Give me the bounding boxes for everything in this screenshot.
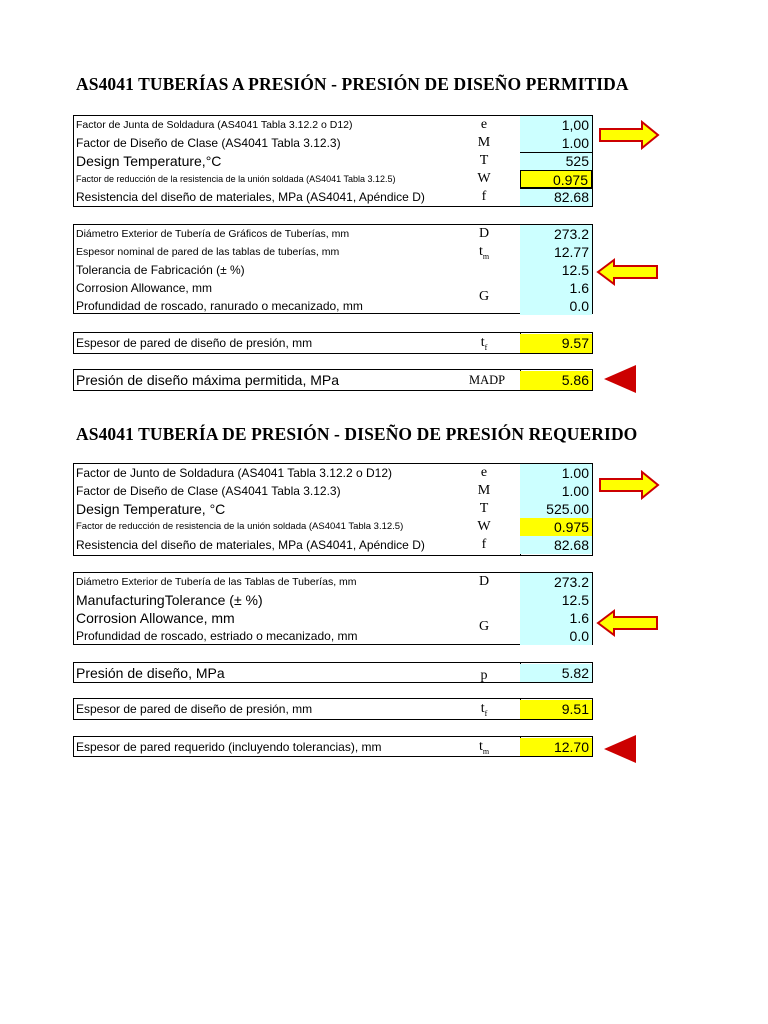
right-arrow-icon bbox=[598, 120, 662, 150]
row-symbol: $t_f$ bbox=[480, 335, 488, 352]
left-triangle-icon bbox=[602, 363, 638, 395]
class-design-factor-value[interactable]: 1.00 bbox=[520, 482, 592, 500]
table-row bbox=[74, 700, 592, 718]
row-label: Diámetro Exterior de Tubería de las Tablas de Tuberías, mm bbox=[76, 576, 357, 588]
table-row bbox=[74, 334, 592, 352]
weld-reduction-factor-value[interactable]: 0.975 bbox=[520, 170, 592, 188]
row-label: Presión de diseño, MPa bbox=[76, 665, 225, 681]
required-thickness-value[interactable]: 12.70 bbox=[520, 738, 592, 756]
table-row bbox=[74, 225, 592, 243]
outside-diameter-value[interactable]: 273.2 bbox=[520, 225, 592, 243]
row-symbol: $t_m$ bbox=[478, 739, 490, 756]
row-label: Resistencia del diseño de materiales, MPa (AS4041, Apéndice D) bbox=[76, 538, 425, 552]
row-label: Factor de Junto de Soldadura (AS4041 Tabla 3.12.2 o D12) bbox=[76, 466, 392, 480]
row-label: Factor de Diseño de Clase (AS4041 Tabla 3.12.3) bbox=[76, 136, 341, 150]
row-symbol: MADP bbox=[469, 373, 506, 387]
row-symbol: G bbox=[478, 289, 490, 304]
section2-pressure-table bbox=[73, 662, 593, 683]
material-strength-value[interactable]: 82.68 bbox=[520, 188, 592, 206]
table-row bbox=[74, 664, 592, 682]
row-label: Factor de Junta de Soldadura (AS4041 Tabla 3.12.2 o D12) bbox=[76, 119, 353, 131]
left-arrow-icon bbox=[596, 609, 660, 637]
section2-title: AS4041 TUBERÍA DE PRESIÓN - DISEÑO DE PRESIÓN REQUERIDO bbox=[76, 424, 638, 444]
row-symbol: e bbox=[480, 465, 488, 480]
table-row bbox=[74, 289, 592, 315]
row-symbol: $t_m$ bbox=[478, 244, 490, 261]
row-label: Design Temperature,°C bbox=[76, 153, 222, 169]
row-symbol: $t_f$ bbox=[480, 701, 488, 718]
table-row bbox=[74, 518, 592, 536]
design-temperature-value[interactable]: 525 bbox=[520, 152, 592, 170]
left-arrow-icon bbox=[596, 258, 660, 286]
weld-reduction-factor-value[interactable]: 0.975 bbox=[520, 518, 592, 536]
section2-thickness-table bbox=[73, 698, 593, 720]
row-label: Espesor de pared requerido (incluyendo tolerancias), mm bbox=[76, 740, 382, 754]
madp-value[interactable]: 5.86 bbox=[520, 371, 592, 390]
table-row bbox=[74, 536, 592, 554]
row-label: Tolerancia de Fabricación (± %) bbox=[76, 263, 245, 277]
table-row bbox=[74, 500, 592, 518]
design-thickness-value[interactable]: 9.51 bbox=[520, 700, 592, 719]
table-row bbox=[74, 243, 592, 261]
row-label: Presión de diseño máxima permitida, MPa bbox=[76, 372, 340, 388]
outside-diameter-value[interactable]: 273.2 bbox=[520, 573, 592, 591]
threading-depth-value[interactable]: 0.0 bbox=[520, 297, 592, 315]
table-row bbox=[74, 371, 592, 389]
table-row bbox=[74, 188, 592, 206]
corrosion-allowance-value[interactable]: 1.6 bbox=[520, 609, 592, 627]
design-pressure-value[interactable]: 5.82 bbox=[520, 664, 592, 682]
section1-pipe-table bbox=[73, 224, 593, 314]
material-strength-value[interactable]: 82.68 bbox=[520, 536, 592, 554]
manufacturing-tolerance-value[interactable]: 12.5 bbox=[520, 261, 592, 279]
row-symbol: M bbox=[477, 483, 491, 498]
corrosion-allowance-value[interactable]: 1.6 bbox=[520, 279, 592, 297]
section2-pipe-table bbox=[73, 572, 593, 645]
row-label: Profundidad de roscado, ranurado o mecanizado, mm bbox=[76, 299, 363, 313]
section1-madp-table bbox=[73, 369, 593, 391]
row-label: Factor de Diseño de Clase (AS4041 Tabla 3.12.3) bbox=[76, 484, 341, 498]
section1-title: AS4041 TUBERÍAS A PRESIÓN - PRESIÓN DE DISEÑO PERMITIDA bbox=[76, 74, 629, 94]
row-label: Corrosion Allowance, mm bbox=[76, 610, 235, 626]
right-arrow-icon bbox=[598, 470, 662, 500]
design-temperature-value[interactable]: 525.00 bbox=[520, 500, 592, 518]
left-triangle-icon bbox=[602, 733, 638, 765]
table-row bbox=[74, 591, 592, 609]
weld-joint-factor-value[interactable]: 1.00 bbox=[520, 464, 592, 482]
row-label: Diámetro Exterior de Tubería de Gráficos de Tuberías, mm bbox=[76, 228, 350, 240]
threading-depth-value[interactable]: 0.0 bbox=[520, 627, 592, 645]
table-row bbox=[74, 279, 592, 297]
row-symbol: f bbox=[481, 189, 487, 204]
table-row bbox=[74, 134, 592, 152]
design-thickness-value[interactable]: 9.57 bbox=[520, 334, 592, 353]
row-symbol: T bbox=[479, 501, 489, 516]
row-label: Corrosion Allowance, mm bbox=[76, 281, 213, 295]
class-design-factor-value[interactable]: 1.00 bbox=[520, 134, 592, 152]
row-label: Espesor nominal de pared de las tablas de tuberías, mm bbox=[76, 246, 340, 258]
weld-joint-factor-value[interactable]: 1,00 bbox=[520, 116, 592, 134]
row-symbol: W bbox=[477, 171, 491, 186]
row-label: Factor de reducción de resistencia de la unión soldada (AS4041 Tabla 3.12.5) bbox=[76, 521, 404, 532]
table-row bbox=[74, 464, 592, 482]
row-symbol: G bbox=[478, 619, 490, 634]
row-symbol: p bbox=[480, 668, 488, 683]
row-label: Espesor de pared de diseño de presión, mm bbox=[76, 702, 313, 716]
table-row bbox=[74, 619, 592, 645]
row-symbol: W bbox=[477, 519, 491, 534]
table-row bbox=[74, 738, 592, 756]
table-row bbox=[74, 609, 592, 627]
row-label: Resistencia del diseño de materiales, MPa (AS4041, Apéndice D) bbox=[76, 190, 425, 204]
table-row bbox=[74, 482, 592, 500]
section2-required-table bbox=[73, 736, 593, 757]
row-symbol: e bbox=[480, 117, 488, 132]
section1-thickness-table bbox=[73, 332, 593, 354]
row-symbol: D bbox=[478, 226, 490, 241]
table-row bbox=[74, 261, 592, 279]
row-label: Factor de reducción de la resistencia de la unión soldada (AS4041 Tabla 3.12.5) bbox=[76, 174, 396, 184]
row-symbol: f bbox=[481, 537, 487, 552]
row-label: Espesor de pared de diseño de presión, mm bbox=[76, 336, 313, 350]
row-symbol: M bbox=[477, 135, 491, 150]
table-row bbox=[74, 116, 592, 134]
row-label: ManufacturingTolerance (± %) bbox=[76, 592, 263, 608]
section2-input-table bbox=[73, 463, 593, 556]
manufacturing-tolerance-value[interactable]: 12.5 bbox=[520, 591, 592, 609]
table-row bbox=[74, 152, 592, 170]
table-row bbox=[74, 573, 592, 591]
row-symbol: T bbox=[479, 153, 489, 168]
row-label: Profundidad de roscado, estriado o mecanizado, mm bbox=[76, 629, 358, 643]
section1-input-table bbox=[73, 115, 593, 207]
table-row bbox=[74, 170, 592, 188]
row-label: Design Temperature, °C bbox=[76, 501, 226, 517]
nominal-thickness-value[interactable]: 12.77 bbox=[520, 243, 592, 261]
row-symbol: D bbox=[478, 574, 490, 589]
